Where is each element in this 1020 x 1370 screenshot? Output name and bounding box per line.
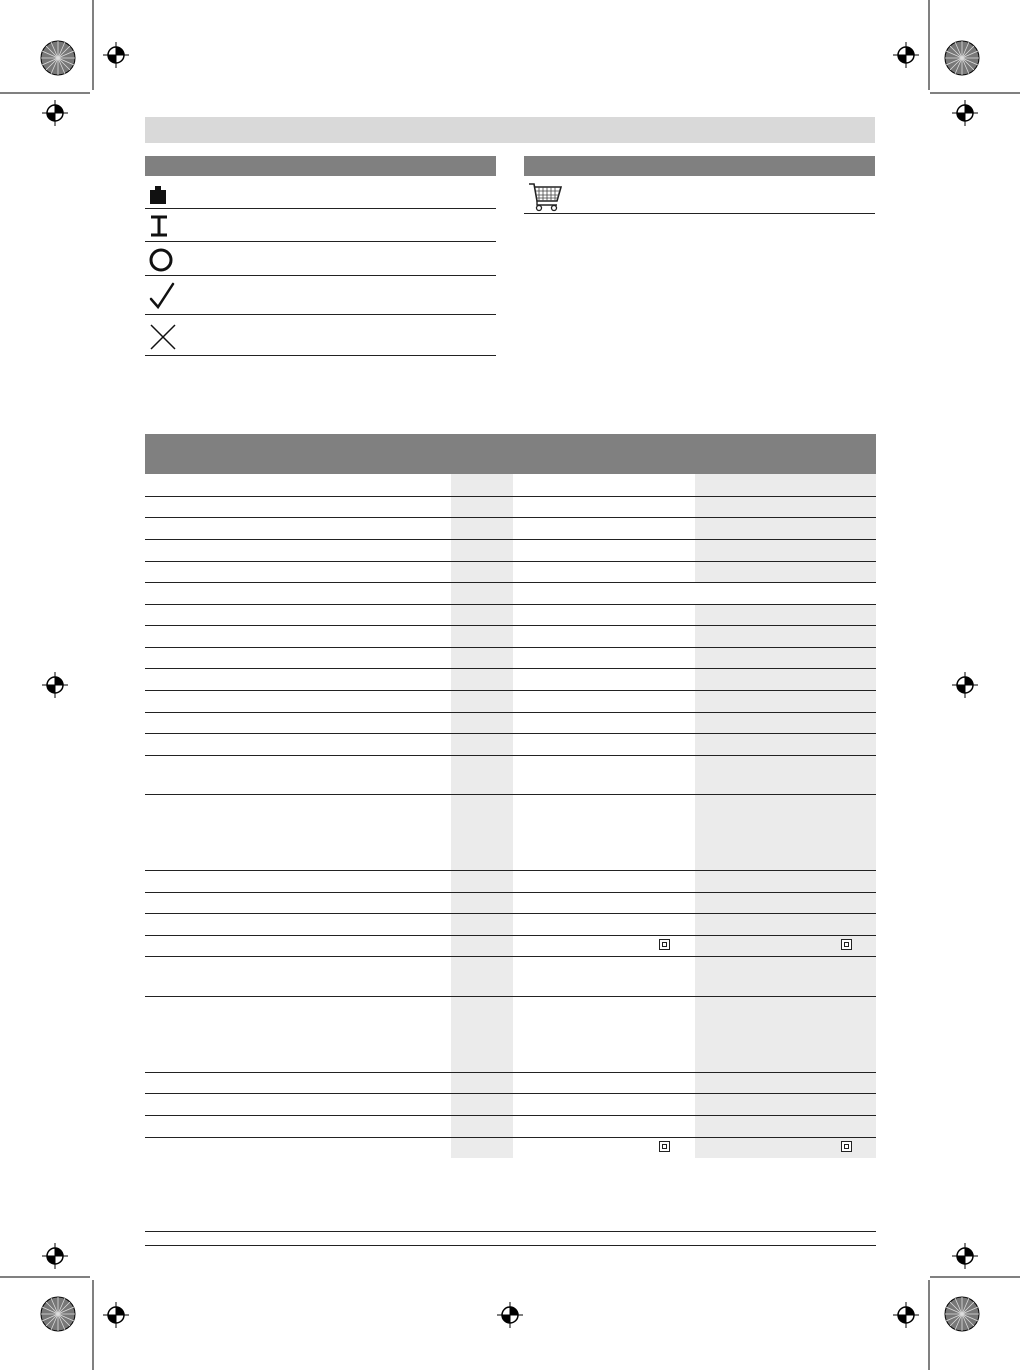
symbol-row bbox=[145, 177, 496, 209]
table-row bbox=[145, 956, 876, 957]
table-column-shade bbox=[695, 474, 876, 583]
checkmark-icon bbox=[148, 282, 176, 310]
table-row bbox=[145, 604, 876, 605]
calibration-starburst-icon bbox=[40, 1296, 76, 1332]
table-column-shade bbox=[451, 474, 513, 1158]
table-row bbox=[145, 625, 876, 626]
circle-icon bbox=[148, 247, 174, 273]
accessories-section-heading bbox=[524, 156, 875, 176]
technical-data-table-header bbox=[145, 434, 876, 474]
table-row bbox=[145, 561, 876, 562]
table-row bbox=[145, 712, 876, 713]
double-insulation-icon bbox=[659, 1141, 670, 1152]
table-column-shade bbox=[695, 604, 876, 1158]
accessory-row bbox=[524, 177, 875, 214]
table-row bbox=[145, 794, 876, 795]
i-beam-icon bbox=[148, 214, 170, 238]
table-row bbox=[145, 733, 876, 734]
table-row bbox=[145, 539, 876, 540]
calibration-starburst-icon bbox=[944, 40, 980, 76]
table-row bbox=[145, 1115, 876, 1116]
double-insulation-icon bbox=[841, 1141, 852, 1152]
page-header-bar bbox=[145, 117, 875, 143]
footer-divider bbox=[145, 1231, 876, 1232]
table-row bbox=[145, 517, 876, 518]
table-row bbox=[145, 496, 876, 497]
footer-divider bbox=[145, 1245, 876, 1246]
table-row bbox=[145, 892, 876, 893]
table-row bbox=[145, 913, 876, 914]
table-row bbox=[145, 935, 876, 936]
table-row bbox=[145, 690, 876, 691]
symbol-row bbox=[145, 209, 496, 242]
table-row bbox=[145, 1137, 876, 1138]
symbol-row bbox=[145, 242, 496, 276]
table-row bbox=[145, 1072, 876, 1073]
table-row bbox=[145, 870, 876, 871]
table-row bbox=[145, 996, 876, 997]
shopping-cart-icon bbox=[527, 181, 563, 213]
symbols-section-heading bbox=[145, 156, 496, 176]
double-insulation-icon bbox=[659, 939, 670, 950]
table-row bbox=[145, 668, 876, 669]
calibration-starburst-icon bbox=[40, 40, 76, 76]
cross-icon bbox=[148, 322, 178, 352]
table-row bbox=[145, 1093, 876, 1094]
double-insulation-icon bbox=[841, 939, 852, 950]
weight-icon bbox=[148, 185, 168, 205]
table-row bbox=[145, 755, 876, 756]
table-row bbox=[145, 647, 876, 648]
table-row bbox=[145, 582, 876, 583]
symbol-row bbox=[145, 276, 496, 315]
calibration-starburst-icon bbox=[944, 1296, 980, 1332]
symbol-row bbox=[145, 315, 496, 356]
